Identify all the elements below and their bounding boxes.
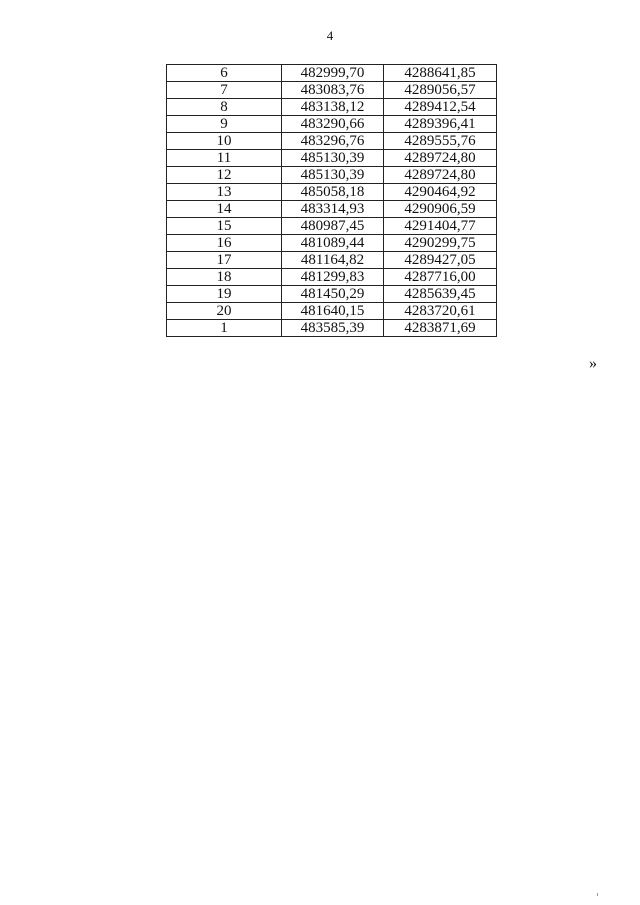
y-coordinate-cell: 4289724,80 [384,150,497,167]
scan-speck [597,893,598,896]
table-row [167,167,497,184]
x-coordinate-cell: 485130,39 [282,167,384,184]
x-coordinate-cell: 481299,83 [282,269,384,286]
point-number-cell: 17 [167,252,282,269]
y-coordinate-cell: 4288641,85 [384,65,497,82]
x-coordinate-cell: 480987,45 [282,218,384,235]
y-coordinate-cell: 4285639,45 [384,286,497,303]
x-coordinate-cell: 483138,12 [282,99,384,116]
table-row [167,184,497,201]
x-coordinate-cell: 483296,76 [282,133,384,150]
y-coordinate-cell: 4291404,77 [384,218,497,235]
table-row [167,320,497,337]
coordinates-table-body [167,65,497,337]
x-coordinate-cell: 483290,66 [282,116,384,133]
x-coordinate-cell: 482999,70 [282,65,384,82]
point-number-cell: 19 [167,286,282,303]
y-coordinate-cell: 4287716,00 [384,269,497,286]
y-coordinate-cell: 4289724,80 [384,167,497,184]
table-row [167,252,497,269]
y-coordinate-cell: 4289396,41 [384,116,497,133]
point-number-cell: 9 [167,116,282,133]
x-coordinate-cell: 481089,44 [282,235,384,252]
x-coordinate-cell: 481640,15 [282,303,384,320]
closing-quote-mark: » [589,355,597,372]
point-number-cell: 10 [167,133,282,150]
y-coordinate-cell: 4290464,92 [384,184,497,201]
x-coordinate-cell: 481450,29 [282,286,384,303]
point-number-cell: 16 [167,235,282,252]
table-row [167,303,497,320]
table-row [167,218,497,235]
y-coordinate-cell: 4289412,54 [384,99,497,116]
point-number-cell: 7 [167,82,282,99]
table-row [167,286,497,303]
point-number-cell: 20 [167,303,282,320]
x-coordinate-cell: 485130,39 [282,150,384,167]
table-row [167,150,497,167]
x-coordinate-cell: 483083,76 [282,82,384,99]
point-number-cell: 18 [167,269,282,286]
table-row [167,133,497,150]
point-number-cell: 15 [167,218,282,235]
y-coordinate-cell: 4289427,05 [384,252,497,269]
point-number-cell: 12 [167,167,282,184]
point-number-cell: 1 [167,320,282,337]
coordinates-table [166,64,497,337]
y-coordinate-cell: 4283871,69 [384,320,497,337]
table-row [167,269,497,286]
point-number-cell: 13 [167,184,282,201]
table-row [167,235,497,252]
point-number-cell: 6 [167,65,282,82]
y-coordinate-cell: 4289056,57 [384,82,497,99]
table-row [167,201,497,218]
table-row [167,65,497,82]
point-number-cell: 8 [167,99,282,116]
point-number-cell: 14 [167,201,282,218]
y-coordinate-cell: 4289555,76 [384,133,497,150]
point-number-cell: 11 [167,150,282,167]
table-row [167,82,497,99]
x-coordinate-cell: 483585,39 [282,320,384,337]
table-row [167,99,497,116]
page-number: 4 [326,28,334,43]
x-coordinate-cell: 483314,93 [282,201,384,218]
y-coordinate-cell: 4290299,75 [384,235,497,252]
x-coordinate-cell: 485058,18 [282,184,384,201]
table-row [167,116,497,133]
x-coordinate-cell: 481164,82 [282,252,384,269]
y-coordinate-cell: 4290906,59 [384,201,497,218]
y-coordinate-cell: 4283720,61 [384,303,497,320]
